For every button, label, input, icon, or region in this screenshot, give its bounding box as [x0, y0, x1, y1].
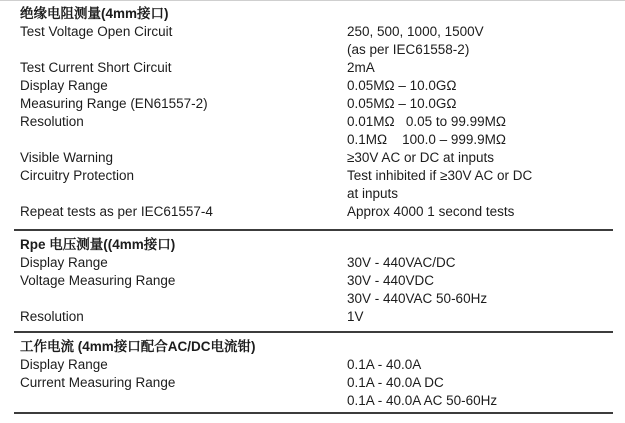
spec-row — [20, 149, 615, 167]
spec-value: 30V - 440VAC/DC — [347, 255, 456, 270]
spec-label: Visible Warning — [20, 150, 114, 165]
spec-label: Repeat tests as per IEC61557-4 — [20, 204, 213, 219]
spec-label — [20, 290, 347, 308]
spec-row — [20, 77, 615, 95]
spec-label: Measuring Range (EN61557-2) — [20, 96, 208, 111]
spec-row — [20, 131, 615, 149]
spec-label: Voltage Measuring Range — [20, 273, 176, 288]
spec-value: 250, 500, 1000, 1500V — [347, 24, 484, 39]
spec-value: 0.1A - 40.0A — [347, 357, 422, 372]
spec-row — [20, 59, 615, 77]
section-header: Rpe 电压测量((4mm接口) — [20, 237, 176, 252]
spec-value: 30V - 440VAC 50-60Hz — [347, 291, 488, 306]
spec-label: Test Voltage Open Circuit — [20, 24, 173, 39]
spec-row — [20, 254, 615, 272]
section-header: 绝缘电阻测量(4mm接口) — [20, 6, 169, 21]
spec-value: 0.05MΩ – 10.0GΩ — [347, 96, 457, 111]
spec-row — [20, 392, 615, 410]
spec-row — [20, 41, 615, 59]
spec-section-2 — [0, 236, 625, 326]
spec-label — [20, 131, 347, 149]
spec-row — [20, 113, 615, 131]
spec-label: Circuitry Protection — [20, 168, 135, 183]
spec-value: 0.05MΩ – 10.0GΩ — [347, 78, 457, 93]
spec-value: 0.1A - 40.0A AC 50-60Hz — [347, 393, 498, 408]
spec-row — [20, 290, 615, 308]
spec-value: ≥30V AC or DC at inputs — [347, 150, 494, 165]
spec-label: Display Range — [20, 78, 108, 93]
spec-row — [20, 185, 615, 203]
spec-value: 0.01MΩ 0.05 to 99.99MΩ — [347, 114, 507, 129]
spec-value: 0.1A - 40.0A DC — [347, 375, 444, 390]
spec-value: Approx 4000 1 second tests — [347, 204, 515, 219]
top-hairline — [0, 0, 625, 1]
spec-value: Test inhibited if ≥30V AC or DC — [347, 168, 533, 183]
spec-row — [20, 374, 615, 392]
spec-row — [20, 356, 615, 374]
section-divider — [14, 331, 613, 333]
spec-row — [20, 308, 615, 326]
spec-label: Display Range — [20, 255, 108, 270]
spec-label: Resolution — [20, 114, 84, 129]
spec-value: 2mA — [347, 60, 375, 75]
spec-row — [20, 272, 615, 290]
spec-section-1 — [0, 5, 625, 221]
spec-row — [20, 95, 615, 113]
section-divider — [14, 412, 613, 414]
spec-label — [20, 392, 347, 410]
section-divider — [14, 229, 613, 231]
spec-label — [20, 185, 347, 203]
spec-label — [20, 41, 347, 59]
spec-value: 0.1MΩ 100.0 – 999.9MΩ — [347, 132, 507, 147]
spec-value: at inputs — [347, 186, 399, 201]
spec-value: 30V - 440VDC — [347, 273, 435, 288]
spec-section-3 — [0, 338, 625, 410]
spec-value: (as per IEC61558-2) — [347, 42, 470, 57]
spec-label: Display Range — [20, 357, 108, 372]
section-header: 工作电流 (4mm接口配合AC/DC电流钳) — [20, 339, 256, 354]
spec-row — [20, 167, 615, 185]
spec-label: Test Current Short Circuit — [20, 60, 172, 75]
spec-label: Resolution — [20, 309, 84, 324]
spec-row — [20, 23, 615, 41]
spec-label: Current Measuring Range — [20, 375, 176, 390]
spec-row — [20, 203, 615, 221]
spec-value: 1V — [347, 309, 364, 324]
